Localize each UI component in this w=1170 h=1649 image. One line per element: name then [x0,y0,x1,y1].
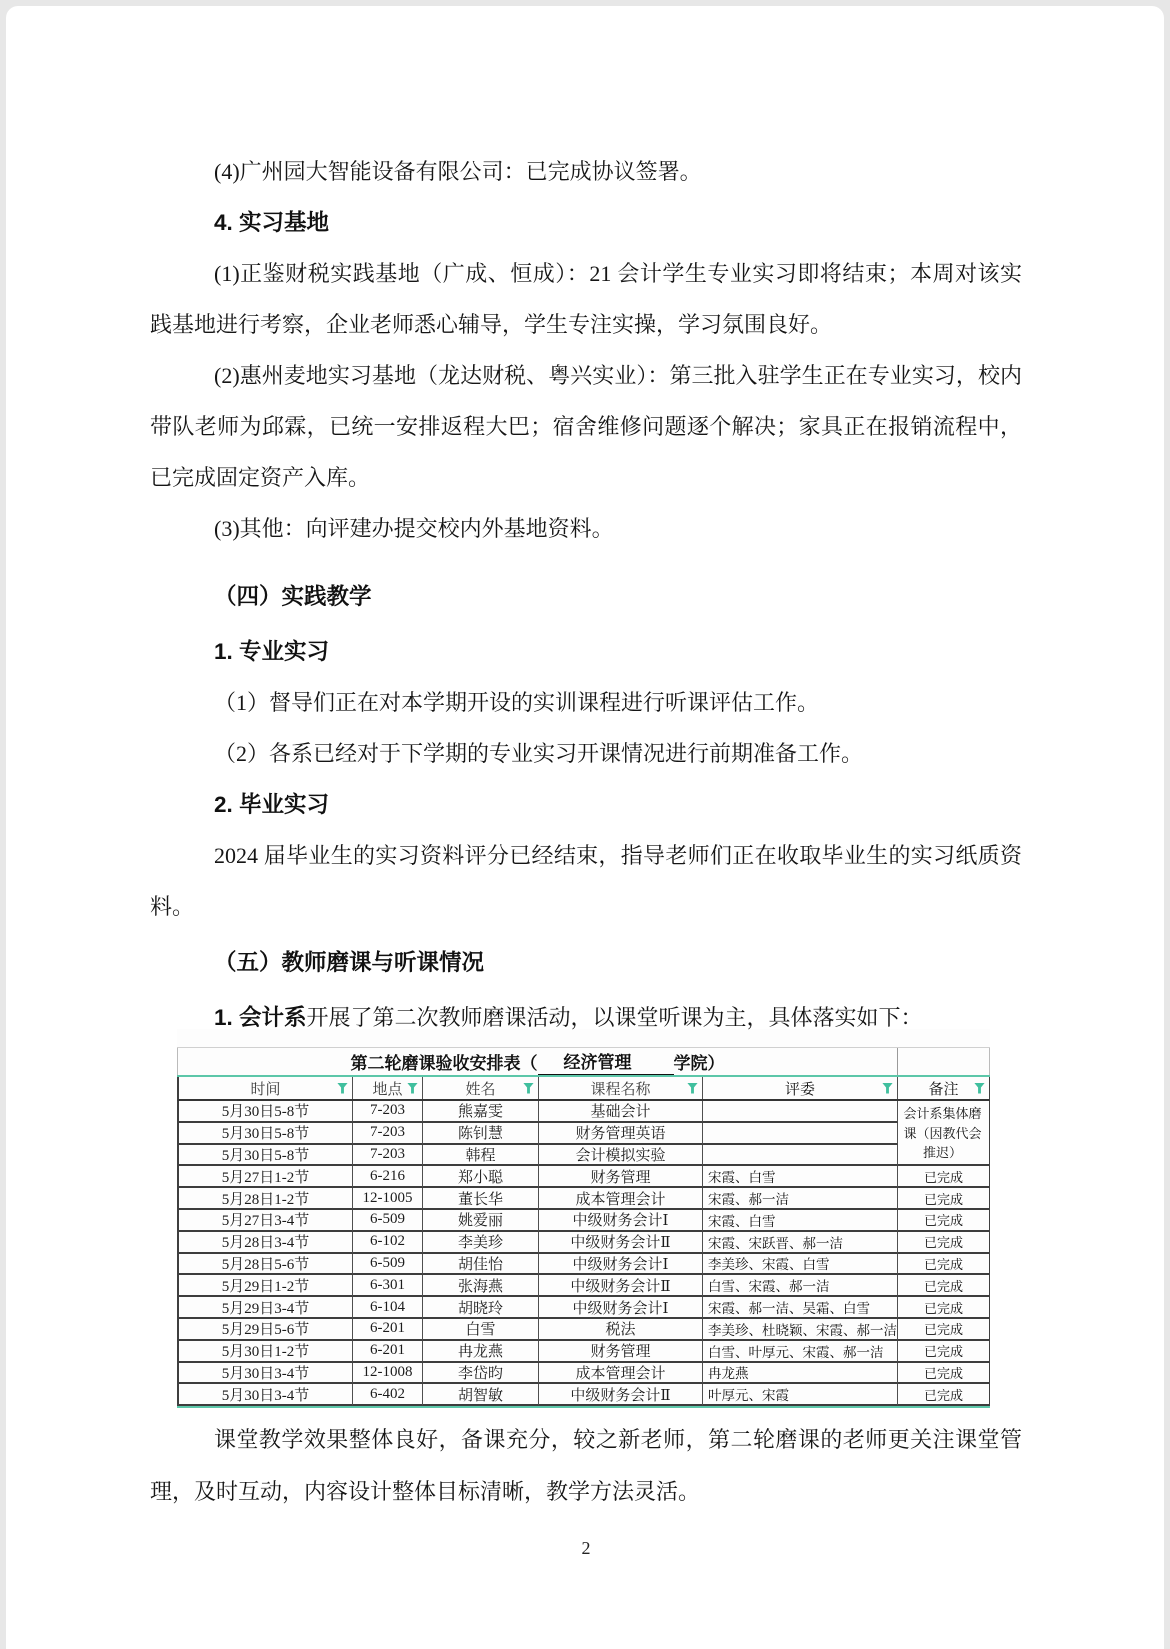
cell-judges: 李美珍、杜晓颖、宋霞、郝一洁 [703,1319,898,1341]
table-title [178,1048,897,1075]
cell-room: 6-201 [353,1319,423,1341]
cell-room: 12-1005 [353,1188,423,1210]
text-run: (2)惠州麦地实习基地（龙达财税、粤兴实业）：第三批入驻学生正在专业实习，校内带队老师为邱霖，已统一安排返程大巴；宿舍维修问题逐个解决；家具正在报销流程中，已完成固定资产入库。 [150,363,1022,490]
cell-judges: 宋霞、宋跃晋、郝一洁 [703,1232,898,1254]
cell-room: 6-201 [353,1341,423,1363]
text-run: (4)广州园大智能设备有限公司：已完成协议签署。 [214,159,702,184]
cell-room: 6-402 [353,1384,423,1406]
cell-judges [703,1145,898,1167]
paragraph [150,503,1022,554]
paragraph [150,830,1022,932]
cell-judges [703,1123,898,1145]
table-row [179,1188,989,1210]
table-row [179,1254,989,1276]
text-run: 开展了第二次教师磨课活动，以课堂听课为主，具体落实如下： [306,1005,923,1030]
column-header-label: 地点 [372,1081,403,1098]
filter-funnel-icon [974,1083,985,1094]
cell-course: 中级财务会计Ⅱ [539,1384,703,1406]
table-title-blank: 经济管理 [538,1048,674,1075]
cell-judges: 宋霞、白雪 [703,1166,898,1188]
cell-note: 已完成 [898,1232,989,1254]
cell-name: 胡佳怡 [423,1254,539,1276]
cell-time: 5月29日3-4节 [179,1297,353,1319]
cell-course: 财务管理 [539,1166,703,1188]
filter-funnel-icon [882,1083,893,1094]
cell-course: 成本管理会计 [539,1363,703,1385]
table-row [179,1101,989,1123]
table-data-rows [177,1101,990,1406]
text-run: (3)其他：向评建办提交校内外基地资料。 [214,516,614,541]
cell-judges: 李美珍、宋霞、白雪 [703,1254,898,1276]
cell-judges [703,1101,898,1123]
cell-room: 6-102 [353,1232,423,1254]
heading [150,566,1022,626]
cell-name: 胡晓玲 [423,1297,539,1319]
cell-course: 会计模拟实验 [539,1145,703,1167]
table-row [179,1319,989,1341]
cell-course: 中级财务会计Ⅰ [539,1297,703,1319]
cell-time: 5月28日1-2节 [179,1188,353,1210]
cell-course: 中级财务会计Ⅱ [539,1232,703,1254]
cell-note: 已完成 [898,1297,989,1319]
cell-judges: 冉龙燕 [703,1363,898,1385]
cell-name: 白雪 [423,1319,539,1341]
paragraph [150,677,1022,728]
paragraph [150,992,1022,1043]
table-row [179,1341,989,1363]
table-screenshot [177,1029,990,1408]
merged-note-cell: 会计系集体磨课（因教代会推迟） [903,1106,982,1161]
table-row [179,1123,989,1145]
cell-judges: 宋霞、白雪 [703,1210,898,1232]
cell-time: 5月30日5-8节 [179,1123,353,1145]
cell-time: 5月30日5-8节 [179,1101,353,1123]
cell-name: 李岱昀 [423,1363,539,1385]
text-run: （2）各系已经对于下学期的专业实习开课情况进行前期准备工作。 [214,741,864,766]
cell-note: 已完成 [898,1254,989,1276]
cell-name: 陈钊慧 [423,1123,539,1145]
heading [150,779,1022,830]
cell-note: 已完成 [898,1363,989,1385]
heading [150,626,1022,677]
cell-course: 中级财务会计Ⅰ [539,1254,703,1276]
paragraph [150,728,1022,779]
bold-run: （五）教师磨课与听课情况 [214,950,485,975]
cell-note: 已完成 [898,1275,989,1297]
cell-name: 冉龙燕 [423,1341,539,1363]
table-row [179,1210,989,1232]
document-content [6,6,1164,1560]
bold-run: 1. 专业实习 [214,639,330,664]
column-header-course [539,1077,703,1099]
cell-course: 中级财务会计Ⅱ [539,1275,703,1297]
paragraph [150,350,1022,503]
cell-note: 已完成 [898,1384,989,1406]
closing-paragraph: 课堂教学效果整体良好，备课充分，较之新老师，第二轮磨课的老师更关注课堂管理，及时互动，内容设计整体目标清晰，教学方法灵活。 [150,1427,1022,1505]
cell-name: 董长华 [423,1188,539,1210]
text-run: 2024 届毕业生的实习资料评分已经结束，指导老师们正在收取毕业生的实习纸质资料。 [150,843,1022,919]
cell-judges: 宋霞、郝一洁 [703,1188,898,1210]
cell-name: 韩程 [423,1145,539,1167]
table-row [179,1297,989,1319]
cell-course: 税法 [539,1319,703,1341]
table-row [179,1275,989,1297]
cell-name: 胡智敏 [423,1384,539,1406]
bold-run: （四）实践教学 [214,584,372,609]
table-row [179,1145,989,1167]
column-header-label: 姓名 [465,1081,496,1098]
text-run: （1）督导们正在对本学期开设的实训课程进行听课评估工作。 [214,690,820,715]
cell-time: 5月27日1-2节 [179,1166,353,1188]
bold-run: 1. 会计系 [214,1005,307,1030]
cell-course: 成本管理会计 [539,1188,703,1210]
filter-funnel-icon [337,1083,348,1094]
cell-course: 财务管理英语 [539,1123,703,1145]
column-header-time [179,1077,353,1099]
cell-room: 6-509 [353,1254,423,1276]
heading [150,932,1022,992]
cell-time: 5月28日5-6节 [179,1254,353,1276]
cell-room: 12-1008 [353,1363,423,1385]
filter-funnel-icon [523,1083,534,1094]
filter-funnel-icon [407,1083,418,1094]
cell-name: 李美珍 [423,1232,539,1254]
cell-name: 郑小聪 [423,1166,539,1188]
column-header-note [898,1077,989,1099]
cell-judges: 叶厚元、宋霞 [703,1384,898,1406]
cell-judges: 白雪、宋霞、郝一洁 [703,1275,898,1297]
cell-time: 5月30日5-8节 [179,1145,353,1167]
cell-time: 5月29日5-6节 [179,1319,353,1341]
filter-funnel-icon [687,1083,698,1094]
table-title-prefix: 第二轮磨课验收安排表（ [350,1054,538,1073]
cell-room: 7-203 [353,1145,423,1167]
column-header-label: 课程名称 [590,1081,651,1098]
cell-room: 6-509 [353,1210,423,1232]
cell-judges: 宋霞、郝一洁、吴霜、白雪 [703,1297,898,1319]
cell-note: 已完成 [898,1188,989,1210]
cell-name: 张海燕 [423,1275,539,1297]
cell-time: 5月29日1-2节 [179,1275,353,1297]
cell-note: 已完成 [898,1166,989,1188]
document-page [6,6,1164,1649]
cell-room: 6-104 [353,1297,423,1319]
cell-room: 6-216 [353,1166,423,1188]
column-header-judges [703,1077,898,1099]
table-row [179,1384,989,1406]
text-run: (1)正鉴财税实践基地（广成、恒成）：21 会计学生专业实习即将结束；本周对该实践基地进行考察，企业老师悉心辅导，学生专注实操，学习氛围良好。 [150,261,1022,337]
heading [150,197,1022,248]
bold-run: 2. 毕业实习 [214,792,330,817]
cell-course: 基础会计 [539,1101,703,1123]
column-header-label: 评委 [784,1081,815,1098]
cell-time: 5月30日3-4节 [179,1384,353,1406]
column-header-room [353,1077,423,1099]
table-row [179,1232,989,1254]
cell-note: 已完成 [898,1319,989,1341]
cell-course: 财务管理 [539,1341,703,1363]
cell-time: 5月30日1-2节 [179,1341,353,1363]
page-number: 2 [581,1538,591,1559]
cell-time: 5月27日3-4节 [179,1210,353,1232]
column-header-name [423,1077,539,1099]
text-blocks [150,146,1022,1043]
table-title-row [177,1048,990,1075]
bold-run: 4. 实习基地 [214,210,330,235]
cell-room: 7-203 [353,1101,423,1123]
cell-time: 5月30日3-4节 [179,1363,353,1385]
cell-note: 已完成 [898,1210,989,1232]
table-accent-line-bottom [177,1406,990,1408]
paragraph [150,248,1022,350]
paragraph [150,146,1022,197]
table-row [179,1166,989,1188]
table-title-side-cell [897,1048,989,1075]
cell-note: 已完成 [898,1341,989,1363]
cell-time: 5月28日3-4节 [179,1232,353,1254]
cell-room: 6-301 [353,1275,423,1297]
cell-name: 熊嘉雯 [423,1101,539,1123]
column-header-label: 备注 [928,1081,959,1098]
table-title-suffix: 学院） [673,1054,725,1073]
cell-room: 7-203 [353,1123,423,1145]
cell-name: 姚爱丽 [423,1210,539,1232]
cell-course: 中级财务会计Ⅰ [539,1210,703,1232]
column-header-label: 时间 [250,1081,281,1098]
table-row [179,1363,989,1385]
cell-judges: 白雪、叶厚元、宋霞、郝一洁 [703,1341,898,1363]
table-header-row [177,1077,990,1101]
